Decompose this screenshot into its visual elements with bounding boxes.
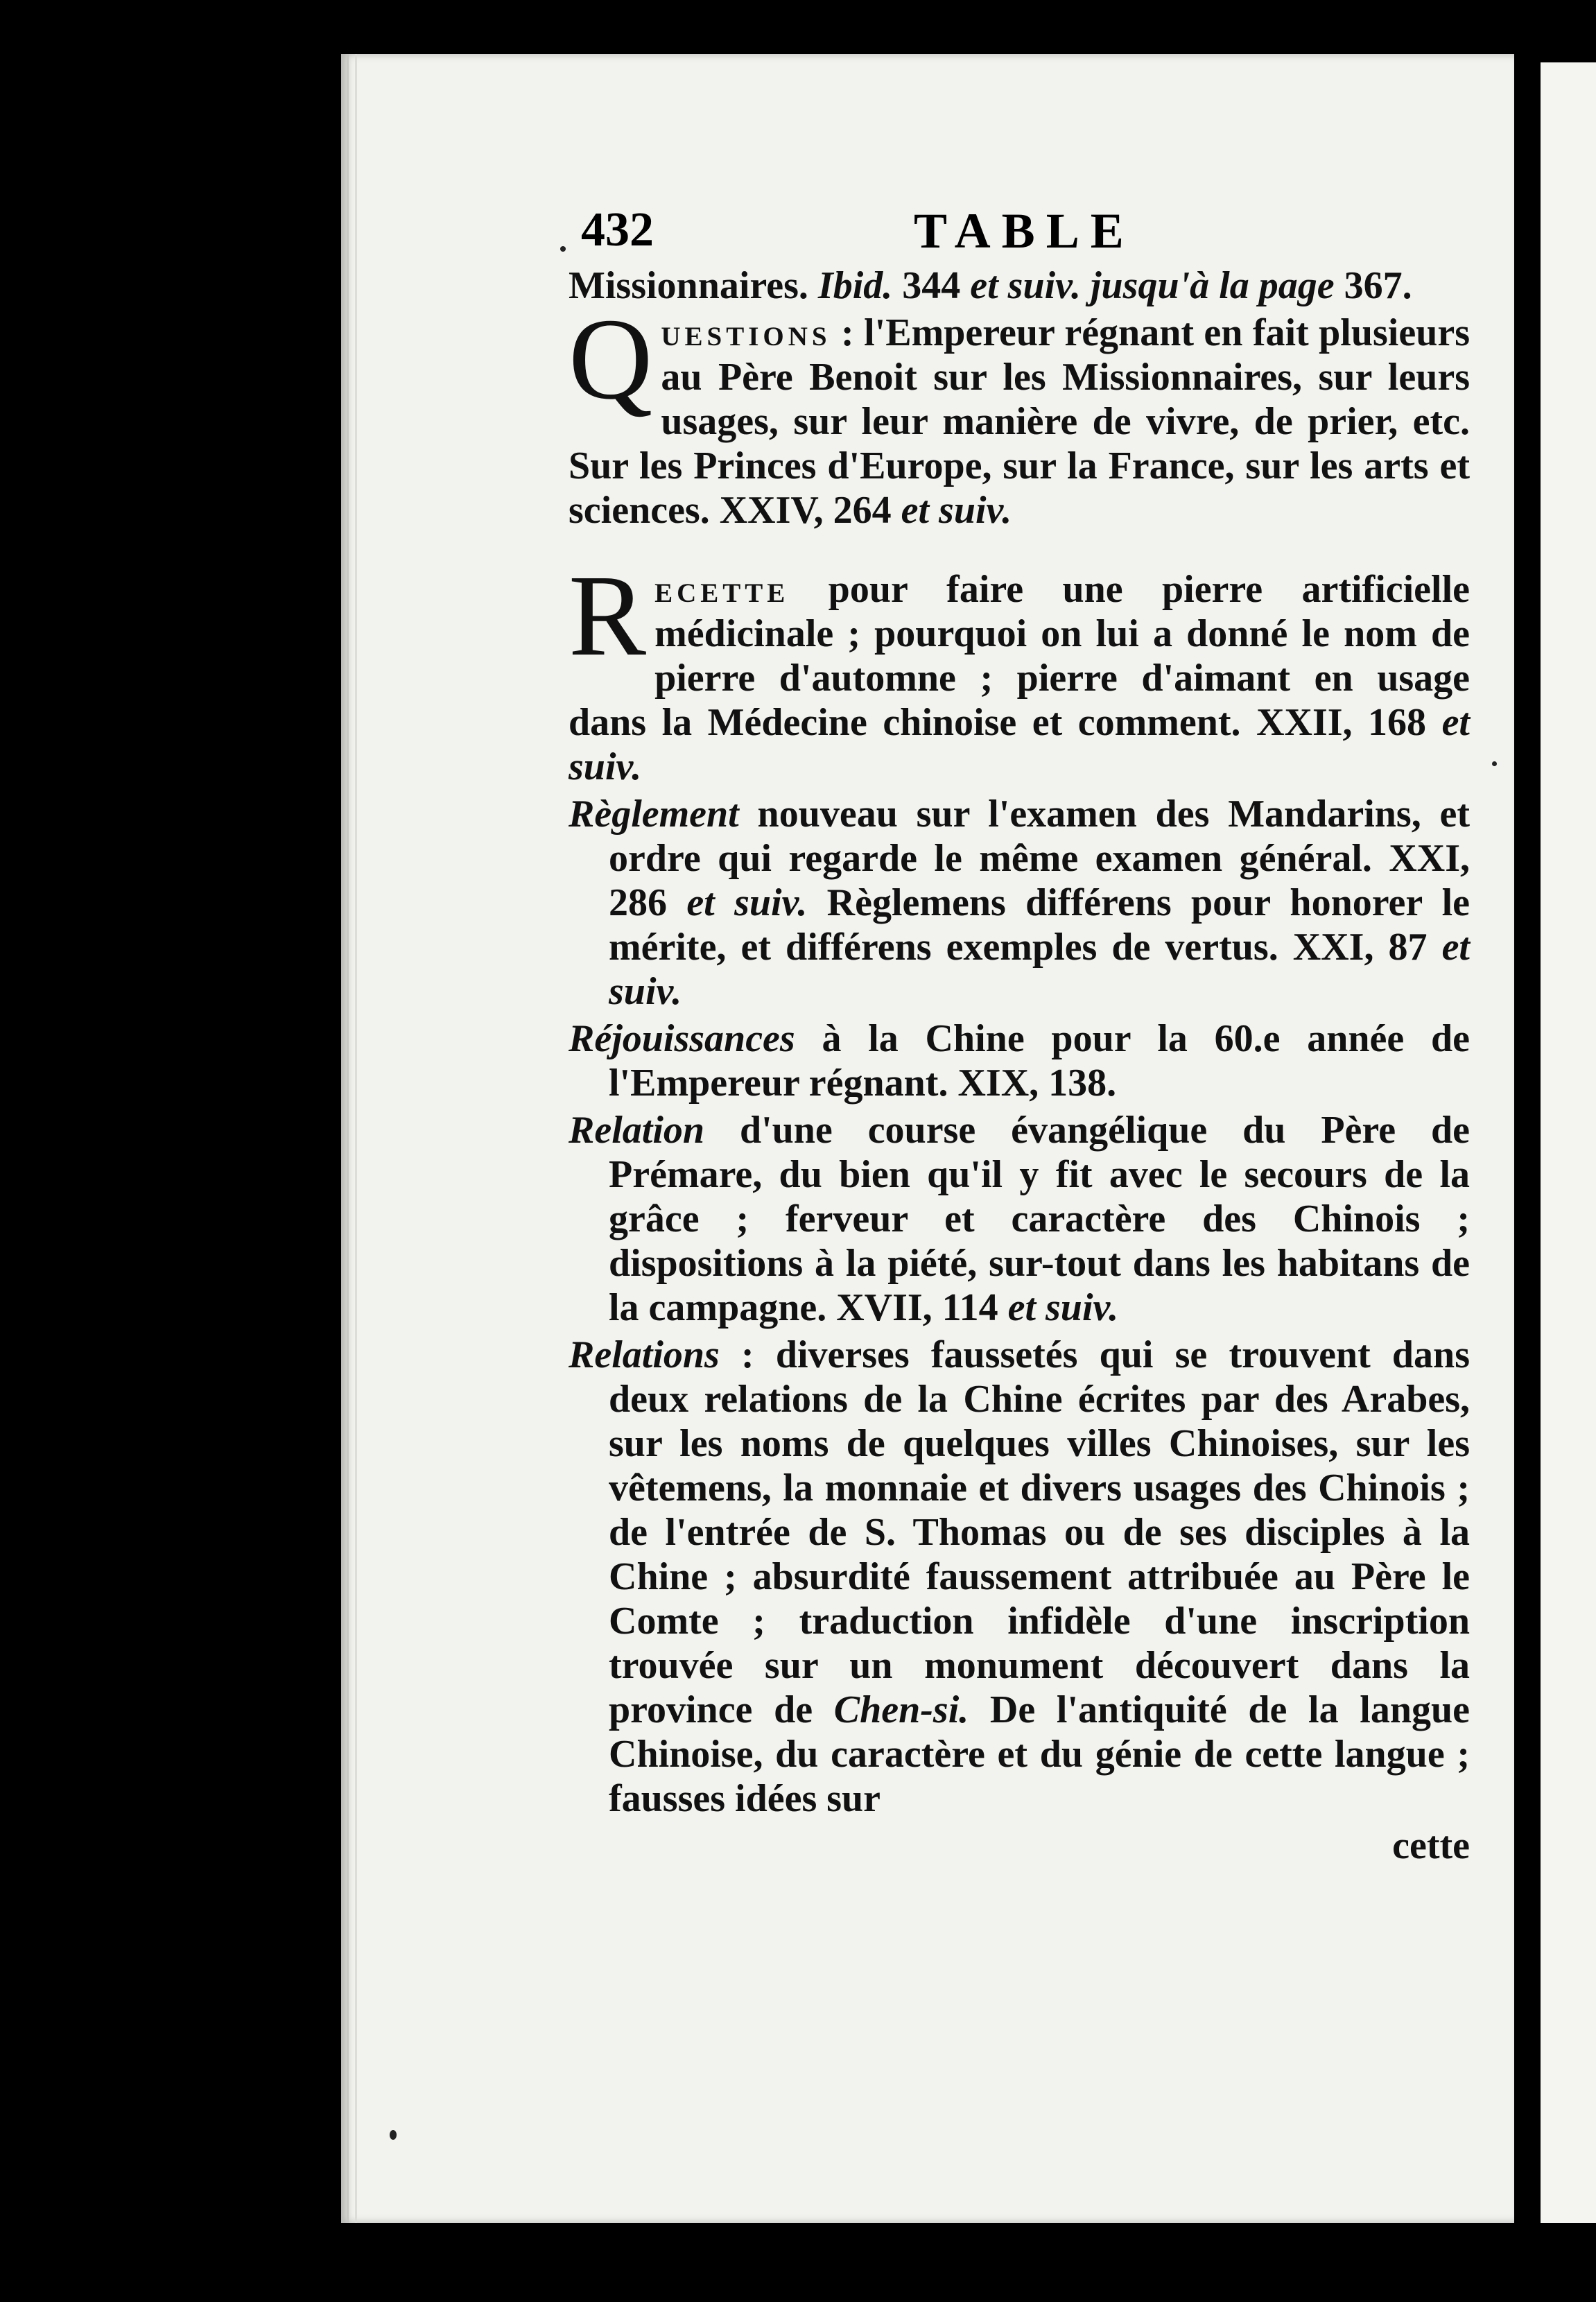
entry-headword: Relation	[569, 1109, 705, 1152]
entry-text: : diverses faussetés qui se trouvent dans deux relations de la Chine écrites par des Arabes, sur les noms de quelques villes Chinoises, sur les vêtemens, la monnaie et divers usages des Chinois ; de l'entrée de S. Thomas ou de ses disciples à la Chine ; absurdité faussement attribuée au Père le Comte ; traduction infidèle d'une inscription trouvée sur un monument découvert dans la province de	[609, 1333, 1470, 1731]
continuation-entry	[569, 263, 1470, 308]
entry-headword: Relations	[569, 1333, 720, 1376]
entry-italic: et suiv.	[686, 881, 808, 924]
entry-text: nouveau sur l'examen des Mandarins, et ordre qui regarde le même examen général. XXI, 286	[609, 793, 1470, 924]
entry-headword: uestions	[661, 311, 831, 354]
entry-italic: Chen-si.	[833, 1688, 969, 1731]
running-title: TABLE	[914, 203, 1135, 259]
entry-questions	[569, 295, 1470, 533]
entry-headword: Réjouissances	[569, 1017, 795, 1060]
entry-text: 344	[892, 264, 971, 307]
entry-recette	[569, 551, 1470, 789]
drop-cap: Q	[569, 295, 653, 424]
catchword: cette	[1392, 1824, 1470, 1867]
entry-headword: ecette	[654, 568, 790, 611]
drop-cap: R	[569, 551, 647, 680]
page-gutter-line	[347, 54, 349, 2223]
entry-text: Règlemens différens pour honorer le mérite, et différens exemples de vertus. XXI, 87	[609, 881, 1470, 969]
entry-relation	[569, 1108, 1470, 1330]
ink-speck	[390, 2130, 397, 2140]
entry-italic: et suiv.	[901, 489, 1012, 532]
entry-italic: et suiv.	[609, 926, 1470, 1013]
adjacent-page-edge	[1541, 62, 1596, 2223]
entry-text: 367.	[1334, 264, 1412, 307]
entry-text: d'une course évangélique du Père de Prémare, du bien qu'il y fit avec le secours de la grâce ; ferveur et caractère des Chinois ; dispositions à la piété, sur-tout dans les habitans de la campagne. XVII, 114	[609, 1109, 1470, 1329]
entry-text: Missionnaires.	[569, 264, 818, 307]
entry-italic: et suiv. jusqu'à la page	[970, 264, 1335, 307]
entry-text: De l'antiquité de la langue Chinoise, du caractère et du génie de cette langue ; fausses idées sur	[609, 1688, 1470, 1820]
entry-reglement	[569, 792, 1470, 1014]
entry-text: : l'Empereur régnant en fait plusieurs au Père Benoit sur les Missionnaires, sur leurs usages, sur leur manière de vivre, de prier, etc. Sur les Princes d'Europe, sur la France, sur les arts et sciences. XXIV, 264	[569, 311, 1470, 532]
entry-italic: Ibid.	[817, 264, 893, 307]
index-body	[569, 263, 1470, 1868]
entry-italic: et suiv.	[1007, 1286, 1119, 1329]
page-number: 432	[581, 203, 654, 257]
entry-text: à la Chine pour la 60.e année de l'Empereur régnant. XIX, 138.	[609, 1017, 1470, 1105]
ink-speck	[560, 246, 566, 252]
entry-italic: et suiv.	[569, 701, 1470, 788]
page-header	[581, 202, 1448, 265]
ink-speck	[1492, 761, 1497, 766]
entry-headword: Règlement	[569, 793, 739, 836]
page-gutter-line	[355, 54, 357, 2223]
entry-text: pour faire une pierre artificielle médicinale ; pourquoi on lui a donné le nom de pierre d'automne ; pierre d'aimant en usage dans la Médecine chinoise et comment. XXII, 168	[569, 568, 1470, 744]
entry-rejouissances	[569, 1016, 1470, 1105]
entry-relations	[569, 1333, 1470, 1821]
